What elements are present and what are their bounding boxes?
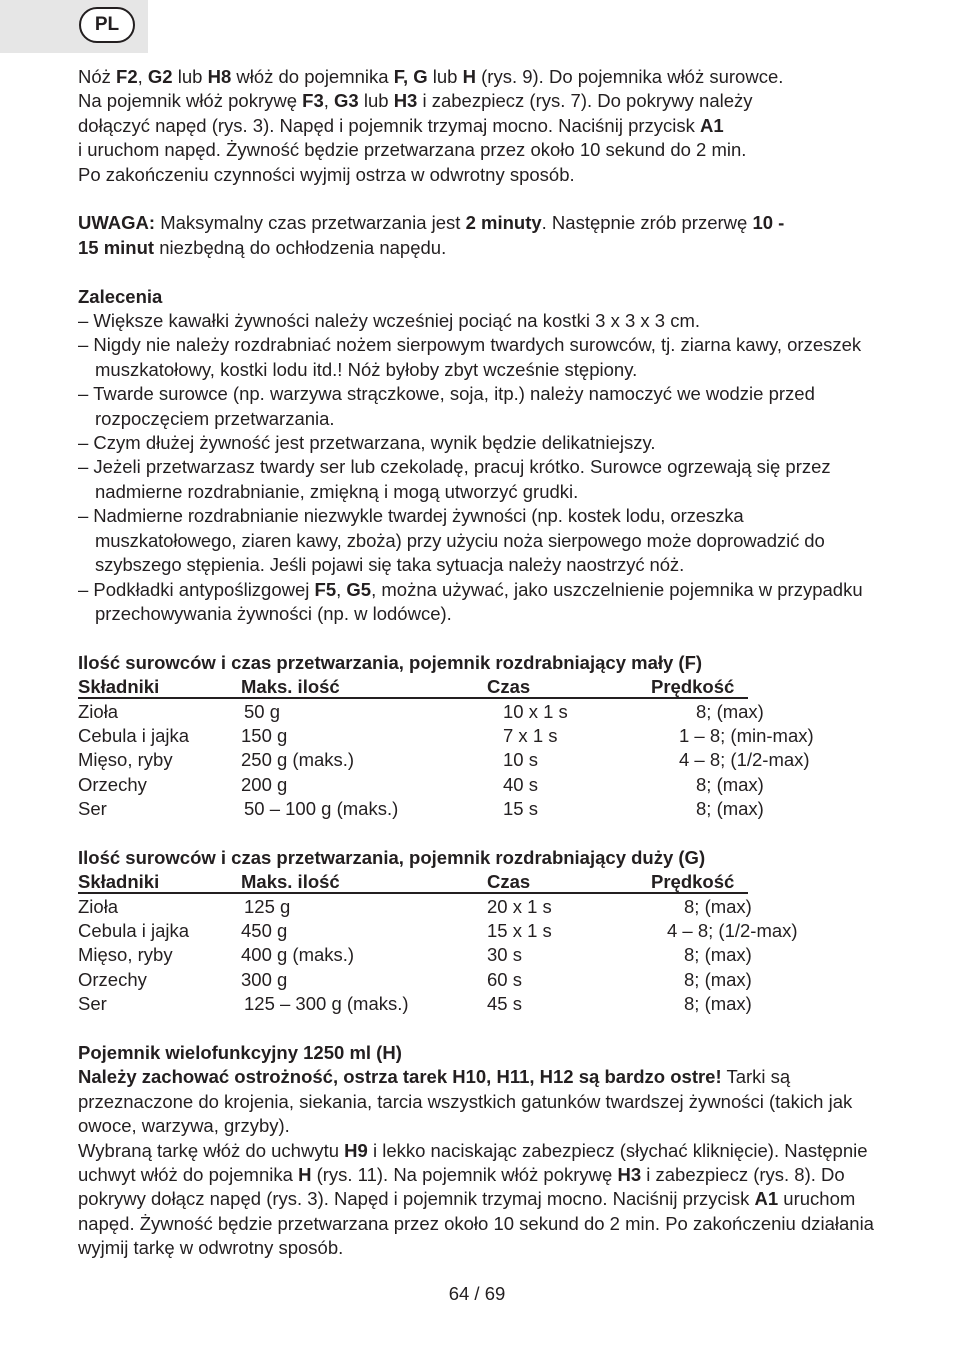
language-badge: PL bbox=[79, 7, 135, 43]
table-row: Mięso, ryby 250 g (maks.) 10 s 4 – 8; (1/2-max) bbox=[78, 749, 810, 771]
table-row: Mięso, ryby 400 g (maks.) 30 s 8; (max) bbox=[78, 944, 752, 966]
recommendations-section bbox=[78, 285, 888, 627]
table-row: Ser 125 – 300 g (maks.) 45 s 8; (max) bbox=[78, 993, 752, 1015]
table-row: Zioła 50 g 10 x 1 s 8; (max) bbox=[78, 700, 764, 722]
header-time: Czas bbox=[487, 871, 531, 893]
table-row: Ser 50 – 100 g (maks.) 15 s 8; (max) bbox=[78, 798, 764, 820]
table-large-title: Ilość surowców i czas przetwarzania, pojemnik rozdrabniający duży (G) bbox=[78, 846, 706, 868]
list-item: – Twarde surowce (np. warzywa strączkowe, soja, itp.) należy namoczyć we wodzie przed rozpoczęciem przetwarzania. bbox=[78, 383, 815, 429]
table-row: Zioła 125 g 20 x 1 s 8; (max) bbox=[78, 895, 752, 917]
header-max-amount: Maks. ilość bbox=[241, 676, 340, 698]
recommendations-title: Zalecenia bbox=[78, 285, 163, 307]
table-large-container bbox=[78, 846, 888, 1017]
header-ingredients: Składniki bbox=[78, 871, 160, 893]
header-underline bbox=[78, 892, 748, 894]
intro-paragraph bbox=[78, 65, 888, 187]
header-time: Czas bbox=[487, 676, 531, 698]
list-item: – Czym dłużej żywność jest przetwarzana, wynik będzie delikatniejszy. bbox=[78, 432, 656, 454]
table-small-title: Ilość surowców i czas przetwarzania, pojemnik rozdrabniający mały (F) bbox=[78, 651, 703, 673]
table-small-container bbox=[78, 651, 888, 822]
list-item: – Większe kawałki żywności należy wcześniej pociąć na kostki 3 x 3 x 3 cm. bbox=[78, 310, 701, 332]
intro-line-2: Na pojemnik włóż pokrywę F3, G3 lub H3 i zabezpiecz (rys. 7). Do pokrywy należy bbox=[78, 90, 753, 112]
multifunction-title: Pojemnik wielofunkcyjny 1250 ml (H) bbox=[78, 1041, 402, 1063]
warning-paragraph: UWAGA: Maksymalny czas przetwarzania jest 2 minuty. Następnie zrób przerwę 10 - 15 minut niezbędną do ochłodzenia napędu. bbox=[78, 212, 785, 258]
intro-line-1: Nóż F2, G2 lub H8 włóż do pojemnika F, G lub H (rys. 9). Do pojemnika włóż surowce. bbox=[78, 66, 784, 87]
table-header bbox=[78, 870, 888, 894]
table-row: Orzechy 200 g 40 s 8; (max) bbox=[78, 773, 764, 795]
language-tab bbox=[0, 0, 148, 53]
header-underline bbox=[78, 697, 748, 699]
table-row: Cebula i jajka 450 g 15 x 1 s 4 – 8; (1/2-max) bbox=[78, 920, 798, 942]
list-item: – Nadmierne rozdrabnianie niezwykle twardej żywności (np. kostek lodu, orzeszka muszkatołowego, ziaren kawy, zboża) przy użyciu noża sierpowego może doprowadzić do szybszego stępienia. Jeśli pojawi się taka sytuacja należy naostrzyć nóż. bbox=[78, 505, 825, 576]
multifunction-instructions: Wybraną tarkę włóż do uchwytu H9 i lekko naciskając zabezpiecz (słychać kliknięcie). Następnie uchwyt włóż do pojemnika H (rys. 11). Na pojemnik włóż pokrywę H3 i zabezpiecz (rys. 8). Do pokrywy dołącz napęd (rys. 3). Napęd i pojemnik trzymaj mocno. Naciśnij przycisk A1 uruchom napęd. Żywność będzie przetwarzana przez około 10 sekund do 2 min. Po zakończeniu działania wyjmij tarkę w odwrotny sposób. bbox=[78, 1139, 874, 1259]
header-speed: Prędkość bbox=[651, 871, 735, 893]
page-number: 64 / 69 bbox=[448, 1283, 506, 1304]
list-item: – Podkładki antypoślizgowej F5, G5, można używać, jako uszczelnienie pojemnika w przypadku przechowywania żywności (np. w lodówce). bbox=[78, 578, 863, 624]
list-item: – Nigdy nie należy rozdrabniać nożem sierpowym twardych surowców, tj. ziarna kawy, orzeszek muszkatołowy, kostki lodu itd.! Nóż byłoby zbyt wcześnie stępiony. bbox=[78, 334, 862, 380]
intro-line-4: i uruchom napęd. Żywność będzie przetwarzana przez około 10 sekund do 2 min. bbox=[78, 139, 747, 161]
list-item: – Jeżeli przetwarzasz twardy ser lub czekoladę, pracuj krótko. Surowce ogrzewają się przez nadmierne rozdrabnianie, zmiękną i mogą utworzyć grudki. bbox=[78, 456, 831, 502]
header-ingredients: Składniki bbox=[78, 676, 160, 698]
multifunction-warning: Należy zachować ostrożność, ostrza tarek H10, H11, H12 są bardzo ostre! Tarki są przeznaczone do krojenia, siekania, tarcia wszystkich gatunków twardszej żywności (takich jak owoce, warzywa, grzyby). bbox=[78, 1066, 853, 1137]
table-header bbox=[78, 675, 888, 699]
table-row: Cebula i jajka 150 g 7 x 1 s 1 – 8; (min-max) bbox=[78, 724, 814, 746]
page-content bbox=[78, 65, 888, 1261]
header-speed: Prędkość bbox=[651, 676, 735, 698]
multifunction-section bbox=[78, 1041, 888, 1261]
table-row: Orzechy 300 g 60 s 8; (max) bbox=[78, 968, 752, 990]
intro-line-5: Po zakończeniu czynności wyjmij ostrza w odwrotny sposób. bbox=[78, 163, 575, 185]
header-max-amount: Maks. ilość bbox=[241, 871, 340, 893]
intro-line-3: dołączyć napęd (rys. 3). Napęd i pojemnik trzymaj mocno. Naciśnij przycisk A1 bbox=[78, 114, 724, 136]
